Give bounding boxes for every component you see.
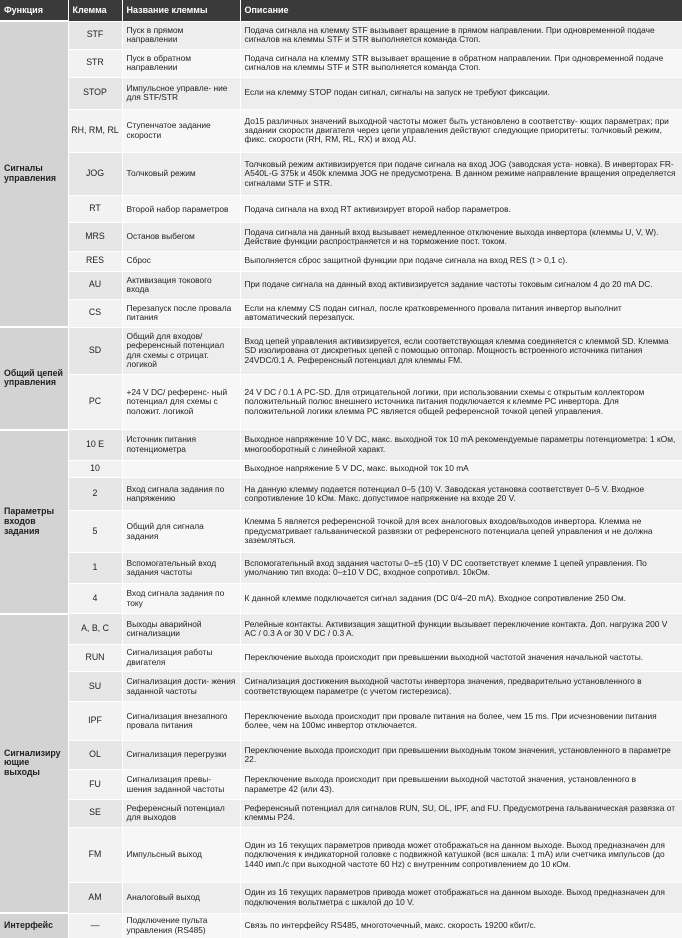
terminal-cell: STOP (68, 77, 122, 109)
terminal-cell: 4 (68, 583, 122, 614)
function-group-title: Интерфейс (0, 913, 68, 938)
header-description: Описание (240, 0, 682, 21)
terminal-cell: 5 (68, 511, 122, 553)
terminal-name-cell: Вход сигнала задания по напряжению (122, 478, 240, 511)
terminal-name-cell: Импульсное управле- ние для STF/STR (122, 77, 240, 109)
description-cell: Релейные контакты. Активизация защитной функции вызывает переключение контакта. Доп. нагрузка 200 V AC / 0.3 A or 30 V DC / 0.3 A. (240, 614, 682, 645)
function-group-title: Параметры входов задания (0, 430, 68, 614)
terminal-name-cell: Сигнализация внезапного провала питания (122, 702, 240, 741)
description-cell: Переключение выхода происходит при превышении выходной частотой значения, установленного в параметре 42 (или 43). (240, 770, 682, 799)
terminal-cell: STR (68, 49, 122, 77)
description-cell: Выходное напряжение 5 V DC, макс. выходной ток 10 mA (240, 460, 682, 478)
function-group-title: Общий цепей управления (0, 327, 68, 429)
terminal-name-cell: Перезапуск после провала питания (122, 299, 240, 327)
table-row (0, 741, 682, 770)
function-group-title: Сигнализиру ющие выходы (0, 614, 68, 913)
terminal-name-cell: Останов выбегом (122, 223, 240, 251)
terminal-cell: FM (68, 827, 122, 882)
terminal-cell: OL (68, 741, 122, 770)
description-cell: Если на клемму CS подан сигнал, после кратковременного провала питания инвертор выполнит автоматический перезапуск. (240, 299, 682, 327)
terminal-cell: RH, RM, RL (68, 109, 122, 152)
terminal-cell: — (68, 913, 122, 938)
table-row (0, 327, 682, 374)
terminal-name-cell: Второй набор параметров (122, 196, 240, 223)
header-row (0, 0, 682, 21)
description-cell: Подача сигнала на данный вход вызывает немедленное отключение выхода инвертора (клеммы U, V, W). Действие функции распространяется и на торможение пост. током. (240, 223, 682, 251)
terminal-name-cell: Аналоговый выход (122, 883, 240, 914)
table-row (0, 614, 682, 645)
table-row (0, 196, 682, 223)
terminal-name-cell: Ступенчатое задание скорости (122, 109, 240, 152)
description-cell: Переключение выхода происходит при провале питания на более, чем 15 ms. При исчезновении питания более, чем на 100мс инвертор отключается. (240, 702, 682, 741)
description-cell: Вход цепей управления активизируется, если соответствующая клемма соединяется с клеммой SD. Клемма SD изолирована от дискретных цепей с помощью оптопар. Мощность встроенного источника питания 24VDC/0.1 A. Референсный потенциал для клеммы FM. (240, 327, 682, 374)
description-cell: Подача сигнала на клемму STF вызывает вращение в прямом направлении. При одновременной подаче сигналов на клеммы STF и STR выполняется команда Стоп. (240, 21, 682, 49)
table-row (0, 430, 682, 461)
description-cell: Подача сигнала на вход RT активизирует второй набор параметров. (240, 196, 682, 223)
terminal-cell: RT (68, 196, 122, 223)
terminal-cell: JOG (68, 152, 122, 195)
description-cell: Толчковый режим активизируется при подаче сигнала на вход JOG (заводская уста- новка). В инверторах FR-A540L-G 375k и 450k клемма JOG не предусмотрена. В данном режиме направление вращения определяется сигналами STF и STR. (240, 152, 682, 195)
table-row (0, 553, 682, 584)
terminal-name-cell: Сигнализация работы двигателя (122, 644, 240, 671)
description-cell: Один из 16 текущих параметров привода может отображаться на данном выходе. Выход предназначен для подключения вольтметра с шкалой до 10 V. (240, 883, 682, 914)
terminal-cell: SD (68, 327, 122, 374)
table-row (0, 511, 682, 553)
terminal-name-cell: Пуск в обратном направлении (122, 49, 240, 77)
terminal-name-cell: Сброс (122, 251, 240, 271)
terminal-cell: A, B, C (68, 614, 122, 645)
table-row (0, 671, 682, 702)
terminal-cell: SU (68, 671, 122, 702)
terminal-name-cell: Источник питания потенциометра (122, 430, 240, 461)
description-cell: Переключение выхода происходит при превышении выходным током значения, установленного в параметре 22. (240, 741, 682, 770)
header-function: Функция (0, 0, 68, 21)
terminal-name-cell: Референсный потенциал для выходов (122, 799, 240, 827)
description-cell: До15 различных значений выходной частоты может быть установлено в соответству- ющих параметрах; при задании скорости двигателя через цепи управления действуют следующие приоритеты: толчковый режим, фикс. скорости (RH, RM, RL, RX) и вход AU. (240, 109, 682, 152)
description-cell: Если на клемму STOP подан сигнал, сигналы на запуск не требуют фиксации. (240, 77, 682, 109)
description-cell: Один из 16 текущих параметров привода может отображаться на данном выходе. Выход предназначен для подключения к индикаторной головке с подвижной катушкой (вся шкала: 1 mA) или счетчика импульсов (до 1440 имп./с при выходной частоте 60 Hz) с внутренним сопротивлением до 10 кОм. (240, 827, 682, 882)
terminal-cell: MRS (68, 223, 122, 251)
description-cell: 24 V DC / 0.1 A PC-SD. Для отрицательной логики, при использовании схемы с открытым коллектором положительный полюс внешнего источника питания подключается к клемме PC инвертора. Для положительной логики клемма PC является общей референсной точкой цепей управления. (240, 374, 682, 429)
terminal-name-cell: Импульсный выход (122, 827, 240, 882)
table-row (0, 271, 682, 299)
terminal-cell: RUN (68, 644, 122, 671)
description-cell: Клемма 5 является референсной точкой для всех аналоговых входов/выходов инвертора. Клемма не предусматривает гальванической развязки от референсного потенциала цепей управления и не должна заземляться. (240, 511, 682, 553)
terminal-cell: 10 E (68, 430, 122, 461)
header-name: Название клеммы (122, 0, 240, 21)
table-row (0, 49, 682, 77)
description-cell: К данной клемме подключается сигнал задания (DC 0/4–20 mA). Входное сопротивление 250 Ом. (240, 583, 682, 614)
table-row (0, 827, 682, 882)
terminal-name-cell: Общий для сигнала задания (122, 511, 240, 553)
table-row (0, 644, 682, 671)
terminal-name-cell: Сигнализация перегрузки (122, 741, 240, 770)
terminal-cell: CS (68, 299, 122, 327)
function-group-title: Сигналы управления (0, 21, 68, 327)
terminal-name-cell: Выходы аварийной сигнализации (122, 614, 240, 645)
terminal-name-cell: +24 V DC/ референс- ный потенциал для схемы с положит. логикой (122, 374, 240, 429)
terminal-cell: STF (68, 21, 122, 49)
description-cell: Переключение выхода происходит при превышении выходной частотой значения начальной частоты. (240, 644, 682, 671)
description-cell: При подаче сигнала на данный вход активизируется задание частоты токовым сигналом 4 до 20 mA DC. (240, 271, 682, 299)
table-row (0, 77, 682, 109)
description-cell: Вспомогательный вход задания частоты 0–±5 (10) V DC соответствует клемме 1 цепей управления. По умолчанию тип входа: 0–±10 V DC, входное сопротивл. 10кОм. (240, 553, 682, 584)
table-row (0, 152, 682, 195)
terminal-name-cell: Подключение пульта управления (RS485) (122, 913, 240, 938)
terminal-name-cell: Активизация токового входа (122, 271, 240, 299)
description-cell: Выполняется сброс защитной функции при подаче сигнала на вход RES (t > 0,1 с). (240, 251, 682, 271)
terminal-cell: AU (68, 271, 122, 299)
terminal-name-cell: Сигнализация дости- жения заданной частоты (122, 671, 240, 702)
description-cell: Выходное напряжение 10 V DC, макс. выходной ток 10 mA рекомендуемые параметры потенциометра: 1 кОм, многооборотный с линейной характ. (240, 430, 682, 461)
terminal-cell: 2 (68, 478, 122, 511)
terminal-cell: 1 (68, 553, 122, 584)
description-cell: Связь по интерфейсу RS485, многоточечный, макс. скорость 19200 кбит/с. (240, 913, 682, 938)
terminal-cell: FU (68, 770, 122, 799)
table-row (0, 770, 682, 799)
table-row (0, 223, 682, 251)
terminal-name-cell: Сигнализация превы- шения заданной частоты (122, 770, 240, 799)
table-row (0, 583, 682, 614)
terminal-name-cell: Общий для входов/референсный потенциал для схемы с отрицат. логикой (122, 327, 240, 374)
terminal-name-cell: Вспомогательный вход задания частоты (122, 553, 240, 584)
terminal-cell: IPF (68, 702, 122, 741)
table-row (0, 883, 682, 914)
table-row (0, 702, 682, 741)
table-body (0, 21, 682, 938)
terminal-cell: RES (68, 251, 122, 271)
table-row (0, 374, 682, 429)
terminal-name-cell: Вход сигнала задания по току (122, 583, 240, 614)
table-row (0, 799, 682, 827)
terminal-name-cell: Толчковый режим (122, 152, 240, 195)
header-terminal: Клемма (68, 0, 122, 21)
table-row (0, 109, 682, 152)
table-row (0, 460, 682, 478)
terminal-cell: 10 (68, 460, 122, 478)
description-cell: На данную клемму подается потенциал 0–5 (10) V. Заводская установка соответствует 0–5 V. Входное сопротивление 10 kОм. Макс. допустимое напряжение на входе 20 V. (240, 478, 682, 511)
description-cell: Подача сигнала на клемму STR вызывает вращение в обратном направлении. При одновременной подаче сигналов на клеммы STF и STR выполняется команда Стоп. (240, 49, 682, 77)
terminal-cell: SE (68, 799, 122, 827)
terminal-name-cell: Пуск в прямом направлении (122, 21, 240, 49)
table-row (0, 21, 682, 49)
description-cell: Референсный потенциал для сигналов RUN, SU, OL, IPF, and FU. Предусмотрена гальваническая развязка от клеммы P24. (240, 799, 682, 827)
table-row (0, 913, 682, 938)
terminal-cell: AM (68, 883, 122, 914)
table-row (0, 299, 682, 327)
description-cell: Сигнализация достижения выходной частоты инвертора значения, предварительно установленного в соответствующем параметре (с учетом гистерезиса). (240, 671, 682, 702)
table-row (0, 251, 682, 271)
terminal-name-cell (122, 460, 240, 478)
table-row (0, 478, 682, 511)
terminal-cell: PC (68, 374, 122, 429)
